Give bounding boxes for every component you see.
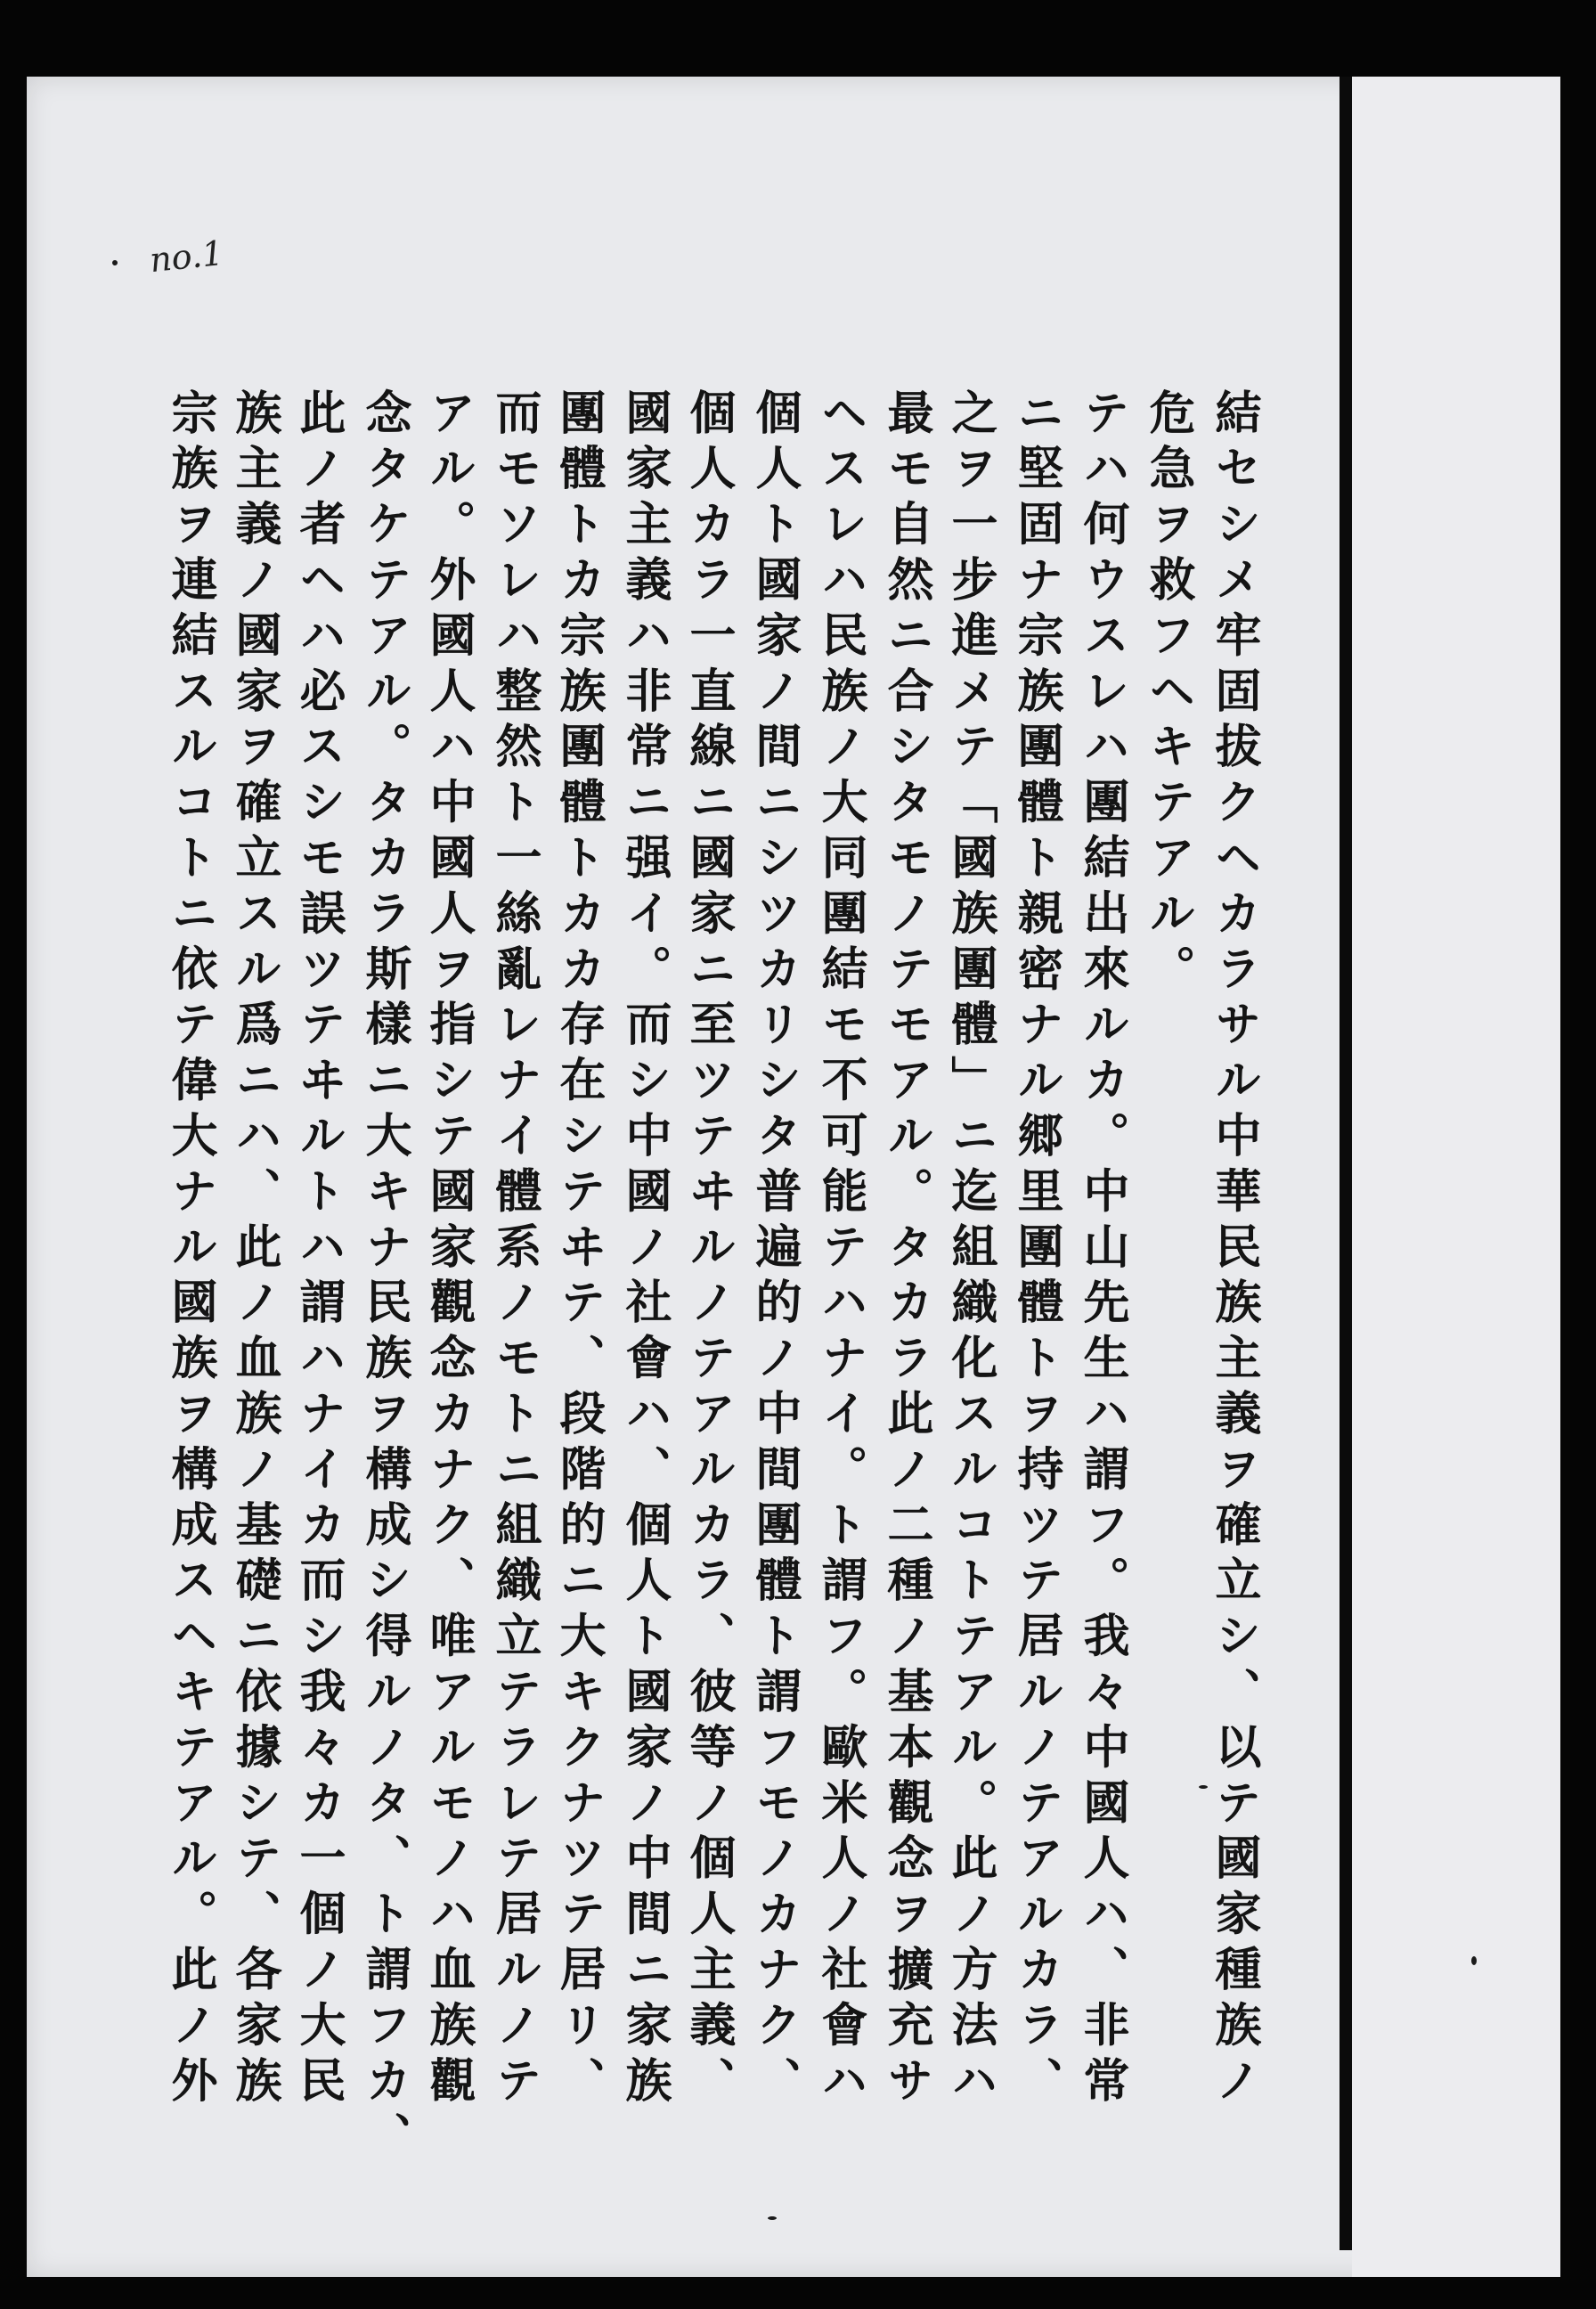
text-column: 而モソレハ整然ト一絲亂レナイ體系ノモトニ組織立テラレテ居ルノテ	[487, 388, 542, 2112]
scan-speck	[1471, 1956, 1477, 1965]
text-column: ニ堅固ナ宗族團體ト親密ナル郷里團體トヲ持ツテ居ルノテアルカラ、	[1009, 388, 1063, 2112]
text-column: 之ヲ一步進メテ「國族團體」ニ迄組織化スルコトテアル。此ノ方法ハ	[943, 388, 998, 2112]
text-column: 念タケテアル。タカラ斯樣ニ大キナ民族ヲ構成シ得ルノタ、ト謂フカ、	[357, 388, 411, 2167]
text-column: アル。外國人ハ中國人ヲ指シテ國家觀念カナク、唯アルモノハ血族觀	[421, 388, 476, 2112]
text-column: 國家主義ハ非常ニ强イ。而シ中國ノ社會ハ、個人ト國家ノ中間ニ家族	[617, 388, 672, 2112]
page-divider-line	[1340, 77, 1352, 2250]
text-column: ヘスレハ民族ノ大同團結モ不可能テハナイ。ト謂フ。歐米人ノ社會ハ	[813, 388, 867, 2112]
text-column: 宗族ヲ連結スルコトニ依テ偉大ナル國族ヲ構成スヘキテアル。此ノ外	[163, 388, 217, 2112]
adjacent-page-edge	[1352, 77, 1560, 2277]
text-column: 結セシメ牢固拔クヘカラサル中華民族主義ヲ確立シ、以テ國家種族ノ	[1207, 388, 1261, 2112]
text-column: 個人カラ一直線ニ國家ニ至ツテヰルノテアルカラ、彼等ノ個人主義、	[681, 388, 736, 2112]
text-column: 危急ヲ救フヘキテアル。	[1141, 388, 1195, 1000]
text-column: テハ何ウスレハ團結出來ルカ。中山先生ハ謂フ。我々中國人ハ、非常	[1075, 388, 1129, 2112]
text-column: 此ノ者ヘハ必スシモ誤ツテヰルトハ謂ハナイカ而シ我々カ一個ノ大民	[291, 388, 346, 2112]
scan-speck	[112, 260, 118, 265]
scan-speck	[768, 2216, 777, 2220]
text-column: 團體トカ宗族團體トカカ存在シテヰテ、段階的ニ大キクナツテ居リ、	[551, 388, 606, 2112]
handwritten-page-note: no.1	[147, 233, 226, 281]
text-column: 最モ自然ニ合シタモノテモアル。タカラ此ノ二種ノ基本觀念ヲ擴充サ	[879, 388, 933, 2112]
text-column: 個人ト國家ノ間ニシツカリシタ普遍的ノ中間團體ト謂フモノカナク、	[747, 388, 802, 2112]
text-column: 族主義ノ國家ヲ確立スル爲ニハ、此ノ血族ノ基礎ニ依據シテ、各家族	[227, 388, 281, 2112]
